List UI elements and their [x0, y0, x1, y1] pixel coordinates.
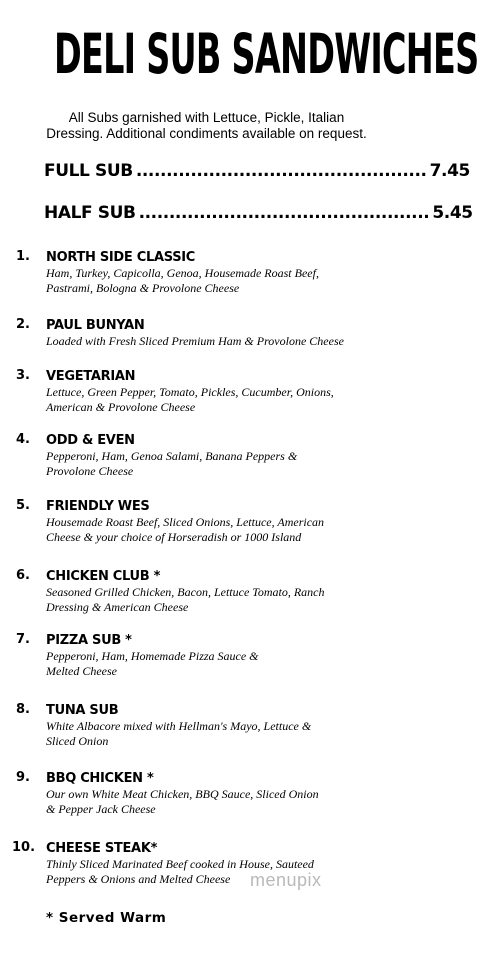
menu-title: DELI SUB SANDWICHES — [54, 23, 478, 87]
item-description-line: Sliced Onion — [46, 734, 109, 748]
item-description-line: Our own White Meat Chicken, BBQ Sauce, Sliced Onion — [46, 787, 319, 801]
item-number: 8. — [16, 702, 30, 717]
price-amount: 5.45 — [432, 203, 473, 223]
garnish-note-line-1: All Subs garnished with Lettuce, Pickle, Italian — [68, 110, 345, 125]
item-description-line: Housemade Roast Beef, Sliced Onions, Lettuce, American — [46, 515, 325, 529]
item-description-line: Cheese & your choice of Horseradish or 1000 Island — [46, 530, 302, 544]
item-description — [46, 266, 401, 296]
garnish-note-line-2: Dressing. Additional condiments available on request. — [46, 126, 367, 141]
price-row-full-sub — [44, 161, 470, 181]
item-name: NORTH SIDE CLASSIC — [46, 250, 196, 265]
item-description — [46, 585, 401, 615]
item-description-line: Pepperoni, Ham, Genoa Salami, Banana Peppers & — [46, 449, 298, 463]
item-description-line: Melted Cheese — [46, 664, 117, 678]
item-description-line: Pepperoni, Ham, Homemade Pizza Sauce & — [46, 649, 259, 663]
item-description — [46, 385, 401, 415]
item-number: 3. — [16, 368, 30, 383]
item-name: PIZZA SUB * — [46, 633, 132, 648]
item-number: 1. — [16, 249, 30, 264]
item-description — [46, 719, 401, 749]
item-description — [46, 857, 401, 887]
item-number: 4. — [16, 432, 30, 447]
item-number: 10. — [12, 840, 36, 855]
item-description-line: Peppers & Onions and Melted Cheese — [46, 872, 231, 886]
item-description-line: Dressing & American Cheese — [46, 600, 189, 614]
item-description-line: Provolone Cheese — [46, 464, 134, 478]
served-warm-note: * Served Warm — [46, 910, 167, 926]
price-label: FULL SUB — [44, 161, 133, 181]
item-name: PAUL BUNYAN — [46, 318, 145, 333]
item-number: 9. — [16, 770, 30, 785]
item-description-line: Ham, Turkey, Capicolla, Genoa, Housemade Roast Beef, — [46, 266, 319, 280]
item-number: 6. — [16, 568, 30, 583]
item-description — [46, 449, 401, 479]
item-number: 5. — [16, 498, 30, 513]
item-description-line: American & Provolone Cheese — [46, 400, 196, 414]
item-description-line: White Albacore mixed with Hellman's Mayo, Lettuce & — [46, 719, 312, 733]
item-description — [46, 334, 401, 349]
price-label: HALF SUB — [44, 203, 136, 223]
watermark: menupix — [250, 870, 322, 890]
item-name: TUNA SUB — [46, 703, 119, 718]
item-name: CHICKEN CLUB * — [46, 569, 161, 584]
price-row-half-sub — [44, 203, 473, 223]
item-description — [46, 649, 401, 679]
item-number: 7. — [16, 632, 30, 647]
item-number: 2. — [16, 317, 30, 332]
item-name: CHEESE STEAK* — [46, 841, 158, 856]
price-leader-dots: ................................................ — [138, 203, 430, 223]
item-name: ODD & EVEN — [46, 433, 135, 448]
item-description-line: Thinly Sliced Marinated Beef cooked in House, Sauteed — [46, 857, 314, 871]
item-description-line: & Pepper Jack Cheese — [46, 802, 156, 816]
item-name: VEGETARIAN — [46, 369, 136, 384]
item-description-line: Loaded with Fresh Sliced Premium Ham & Provolone Cheese — [46, 334, 344, 348]
item-description — [46, 515, 401, 545]
item-description — [46, 787, 401, 817]
item-description-line: Lettuce, Green Pepper, Tomato, Pickles, Cucumber, Onions, — [46, 385, 334, 399]
item-description-line: Pastrami, Bologna & Provolone Cheese — [46, 281, 240, 295]
item-name: FRIENDLY WES — [46, 499, 150, 514]
price-amount: 7.45 — [429, 161, 470, 181]
item-name: BBQ CHICKEN * — [46, 771, 154, 786]
item-description-line: Seasoned Grilled Chicken, Bacon, Lettuce Tomato, Ranch — [46, 585, 325, 599]
price-leader-dots: ................................................ — [135, 161, 427, 181]
